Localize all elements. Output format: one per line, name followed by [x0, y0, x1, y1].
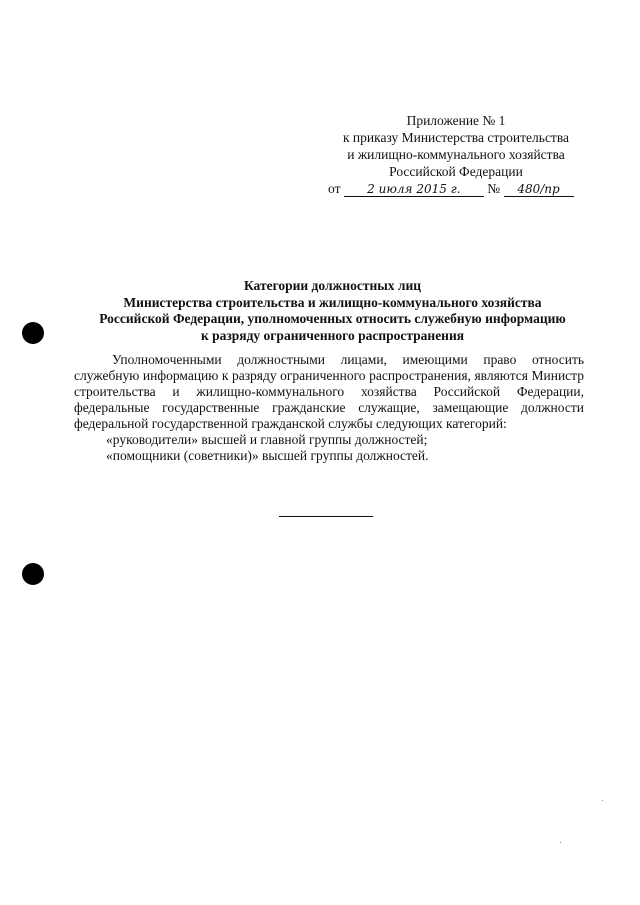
- appendix-ministry-line: и жилищно-коммунального хозяйства: [347, 147, 565, 162]
- body-paragraph: Уполномоченными должностными лицами, имеющими право относить служебную информацию к разряду ограниченного распространения, являются Министр строительства и жилищно-коммунального хозяйства Российской Федерации, федеральные государственные гражданские служащие, замещающие должности федеральной государственной гражданской службы следующих категорий:: [74, 352, 584, 431]
- appendix-title: Приложение № 1: [406, 113, 506, 128]
- number-label: №: [487, 181, 501, 196]
- title-line-4: к разряду ограниченного распространения: [200, 327, 465, 343]
- title-line-3: Российской Федерации, уполномоченных относить служебную информацию: [99, 311, 566, 326]
- punch-hole-bottom: [22, 563, 44, 585]
- list-item-2: «помощники (советники)» высшей группы должностей.: [106, 448, 429, 463]
- punch-hole-top: [22, 322, 44, 344]
- list-item-1: «руководители» высшей и главной группы должностей;: [106, 432, 428, 447]
- appendix-header: [320, 112, 592, 197]
- document-body: [74, 352, 584, 464]
- title-line-1: Категории должностных лиц: [243, 278, 422, 293]
- handwritten-date: 2 июля 2015 г.: [344, 182, 484, 197]
- date-from-label: от: [328, 181, 341, 196]
- handwritten-number: 480/пр: [504, 182, 574, 197]
- scan-speck: [602, 800, 603, 801]
- appendix-federation-line: Российской Федерации: [389, 164, 523, 179]
- document-title: [60, 278, 605, 344]
- scan-speck: [560, 842, 561, 843]
- end-divider: [279, 516, 373, 517]
- appendix-order-line: к приказу Министерства строительства: [342, 130, 570, 145]
- title-line-2: Министерства строительства и жилищно-коммунального хозяйства: [123, 294, 542, 310]
- appendix-date-line: [320, 180, 592, 197]
